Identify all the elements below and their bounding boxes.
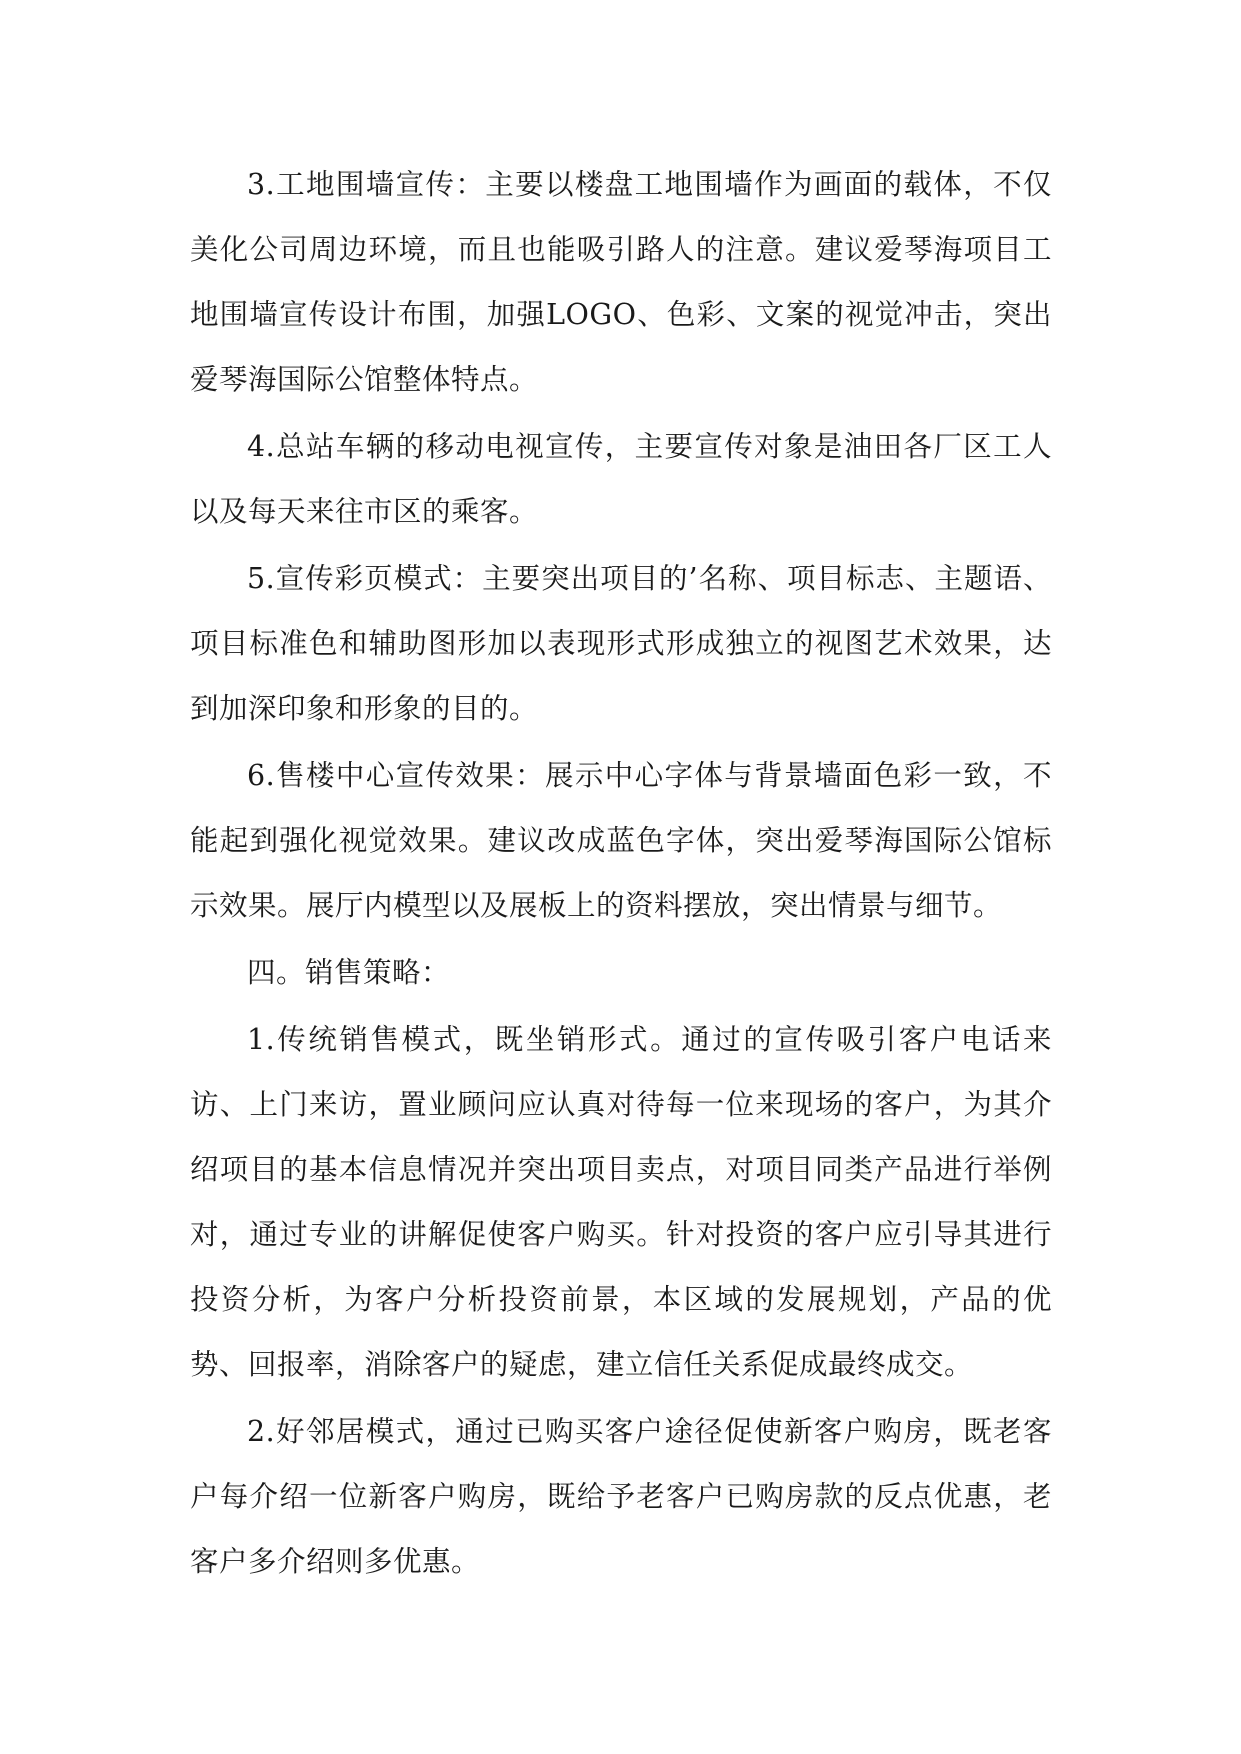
section-heading-sales-strategy: 四。销售策略： (247, 956, 451, 989)
paragraph-good-neighbor: 2.好邻居模式，通过已购买客户途径促使新客户购房，既老客户每介绍一位新客户购房，既给予老客户已购房款的反点优惠，老客户多介绍则多优惠。 (190, 1415, 1052, 1578)
paragraph-traditional-sales: 1.传统销售模式，既坐销形式。通过的宣传吸引客户电话来访、上门来访，置业顾问应认真对待每一位来现场的客户，为其介绍项目的基本信息情况并突出项目卖点，对项目同类产品进行举例对，通过专业的讲解促使客户购买。针对投资的客户应引导其进行投资分析，为客户分析投资前景，本区域的发展规划，产品的优势、回报率，消除客户的疑虑，建立信任关系促成最终成交。 (190, 1023, 1052, 1381)
document-page (190, 152, 1052, 1594)
paragraph-billboard-wall: 3.工地围墙宣传：主要以楼盘工地围墙作为画面的载体，不仅美化公司周边环境，而且也能吸引路人的注意。建议爱琴海项目工地围墙宣传设计布围，加强LOGO、色彩、文案的视觉冲击，突出爱琴海国际公馆整体特点。 (190, 168, 1052, 396)
paragraph-color-brochure: 5.宣传彩页模式：主要突出项目的’名称、项目标志、主题语、项目标准色和辅助图形加以表现形式形成独立的视图艺术效果，达到加深印象和形象的目的。 (190, 562, 1052, 725)
paragraph-sales-center: 6.售楼中心宣传效果：展示中心字体与背景墙面色彩一致，不能起到强化视觉效果。建议改成蓝色字体，突出爱琴海国际公馆标示效果。展厅内模型以及展板上的资料摆放，突出情景与细节。 (190, 759, 1052, 922)
paragraph-bus-tv: 4.总站车辆的移动电视宣传，主要宣传对象是油田各厂区工人以及每天来往市区的乘客。 (190, 430, 1052, 528)
